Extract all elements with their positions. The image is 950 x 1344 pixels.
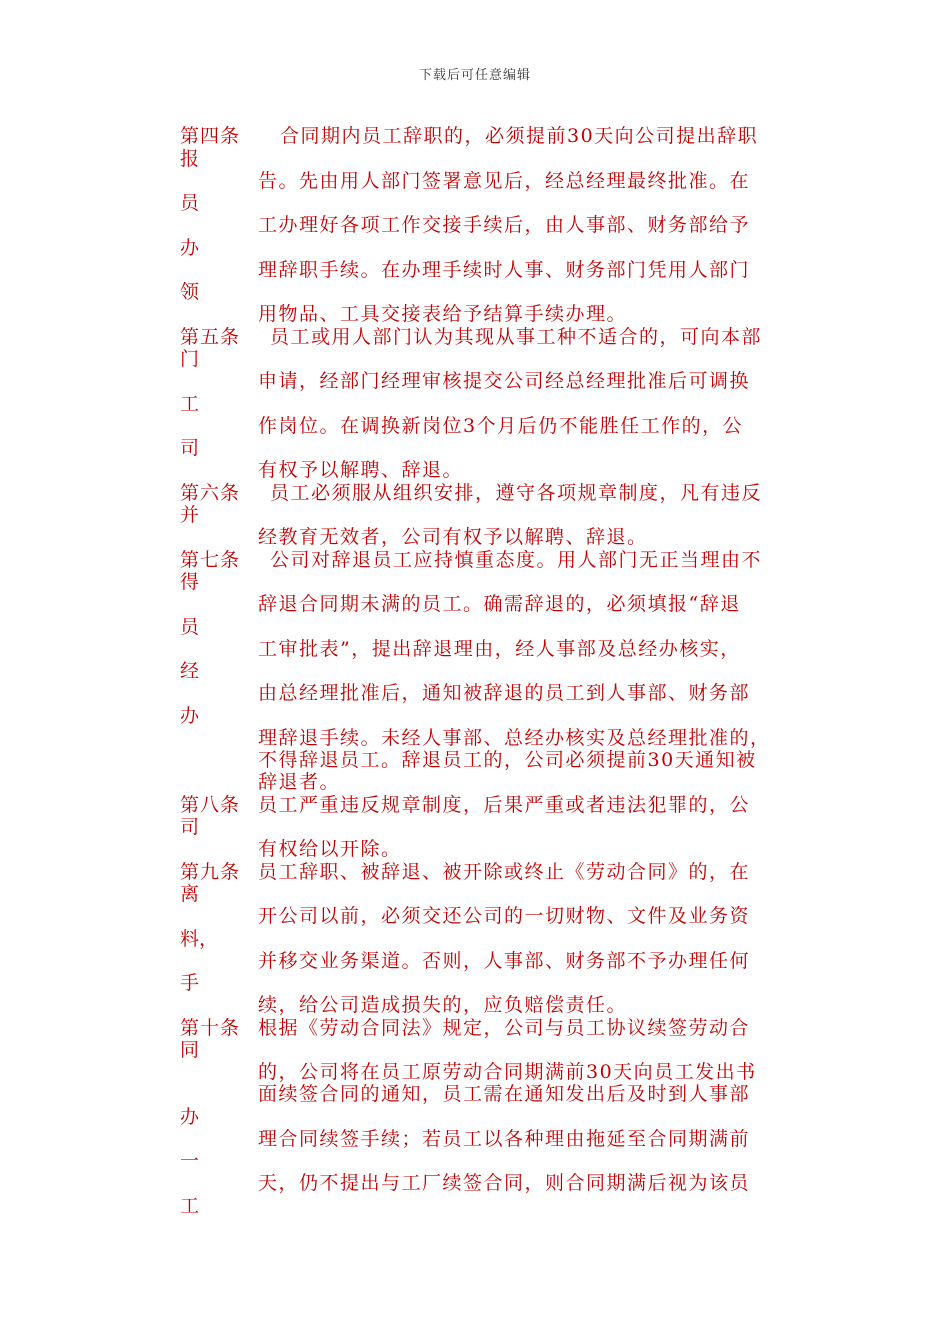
article-text-line: 辞退合同期未满的员工。确需辞退的，必须填报“辞退	[258, 593, 741, 615]
article-left-char: 办	[180, 705, 200, 727]
article-label: 第五条	[180, 326, 241, 348]
article-text-line: 的，公司将在员工原劳动合同期满前30天向员工发出书	[258, 1061, 757, 1083]
article-text-line: 由总经理批准后，通知被辞退的员工到人事部、财务部	[258, 682, 751, 704]
article-text-line: 理辞职手续。在办理手续时人事、财务部门凭用人部门	[258, 259, 751, 281]
article-text-line: 工办理好各项工作交接手续后，由人事部、财务部给予	[258, 214, 751, 236]
article-left-char: 司	[180, 437, 200, 459]
article-text-line: 有权给以开除。	[258, 838, 402, 860]
article-text-line: 合同期内员工辞职的，必须提前30天向公司提出辞职	[280, 125, 759, 147]
article-left-char: 一	[180, 1150, 200, 1172]
article-label: 第四条	[180, 125, 241, 147]
article-text-line: 理合同续签手续；若员工以各种理由拖延至合同期满前	[258, 1128, 751, 1150]
article-label: 第六条	[180, 482, 241, 504]
article-text-line: 面续签合同的通知，员工需在通知发出后及时到人事部	[258, 1083, 751, 1105]
article-text-line: 用物品、工具交接表给予结算手续办理。	[258, 303, 628, 325]
article-text-line: 根据《劳动合同法》规定，公司与员工协议续签劳动合	[258, 1017, 751, 1039]
article-text-line: 开公司以前，必须交还公司的一切财物、文件及业务资	[258, 905, 751, 927]
article-left-char: 料，	[180, 928, 219, 950]
article-text-line: 作岗位。在调换新岗位3个月后仍不能胜任工作的，公	[258, 415, 744, 437]
article-label: 第八条	[180, 794, 241, 816]
article-text-line: 辞退者。	[258, 771, 341, 793]
article-text-line: 理辞退手续。未经人事部、总经办核实及总经理批准的，	[258, 727, 771, 749]
article-text-line: 不得辞退员工。辞退员工的，公司必须提前30天通知被	[258, 749, 757, 771]
article-left-char: 工	[180, 1195, 200, 1217]
article-text-line: 续，给公司造成损失的，应负赔偿责任。	[258, 994, 628, 1016]
article-left-char: 办	[180, 1106, 200, 1128]
article-label: 第十条	[180, 1017, 241, 1039]
article-text-line: 经教育无效者，公司有权予以解聘、辞退。	[258, 526, 648, 548]
article-left-char: 离	[180, 883, 200, 905]
article-text-line: 天，仍不提出与工厂续签合同，则合同期满后视为该员	[258, 1172, 751, 1194]
article-left-char: 办	[180, 237, 200, 259]
article-left-char: 得	[180, 571, 200, 593]
article-text-line: 申请，经部门经理审核提交公司经总经理批准后可调换	[258, 370, 751, 392]
article-left-char: 经	[180, 660, 200, 682]
article-left-char: 手	[180, 972, 200, 994]
article-left-char: 工	[180, 393, 200, 415]
article-left-char: 司	[180, 816, 200, 838]
article-left-char: 员	[180, 616, 200, 638]
article-left-char: 并	[180, 504, 200, 526]
article-text-line: 员工严重违反规章制度，后果严重或者违法犯罪的，公	[258, 794, 751, 816]
article-left-char: 同	[180, 1039, 200, 1061]
article-left-char: 领	[180, 281, 200, 303]
article-text-line: 员工或用人部门认为其现从事工种不适合的，可向本部	[270, 326, 763, 348]
article-text-line: 员工辞职、被辞退、被开除或终止《劳动合同》的，在	[258, 861, 751, 883]
article-text-line: 告。先由用人部门签署意见后，经总经理最终批准。在	[258, 170, 751, 192]
article-text-line: 并移交业务渠道。否则，人事部、财务部不予办理任何	[258, 950, 751, 972]
article-text-line: 公司对辞退员工应持慎重态度。用人部门无正当理由不	[270, 549, 763, 571]
article-label: 第七条	[180, 549, 241, 571]
article-text-line: 有权予以解聘、辞退。	[258, 459, 464, 481]
article-label: 第九条	[180, 861, 241, 883]
article-left-char: 员	[180, 192, 200, 214]
article-text-line: 工审批表”，提出辞退理由，经人事部及总经办核实，	[258, 638, 741, 660]
article-left-char: 门	[180, 348, 200, 370]
page-header: 下载后可任意编辑	[418, 68, 531, 83]
article-text-line: 员工必须服从组织安排，遵守各项规章制度，凡有违反	[270, 482, 763, 504]
article-left-char: 报	[180, 148, 200, 170]
